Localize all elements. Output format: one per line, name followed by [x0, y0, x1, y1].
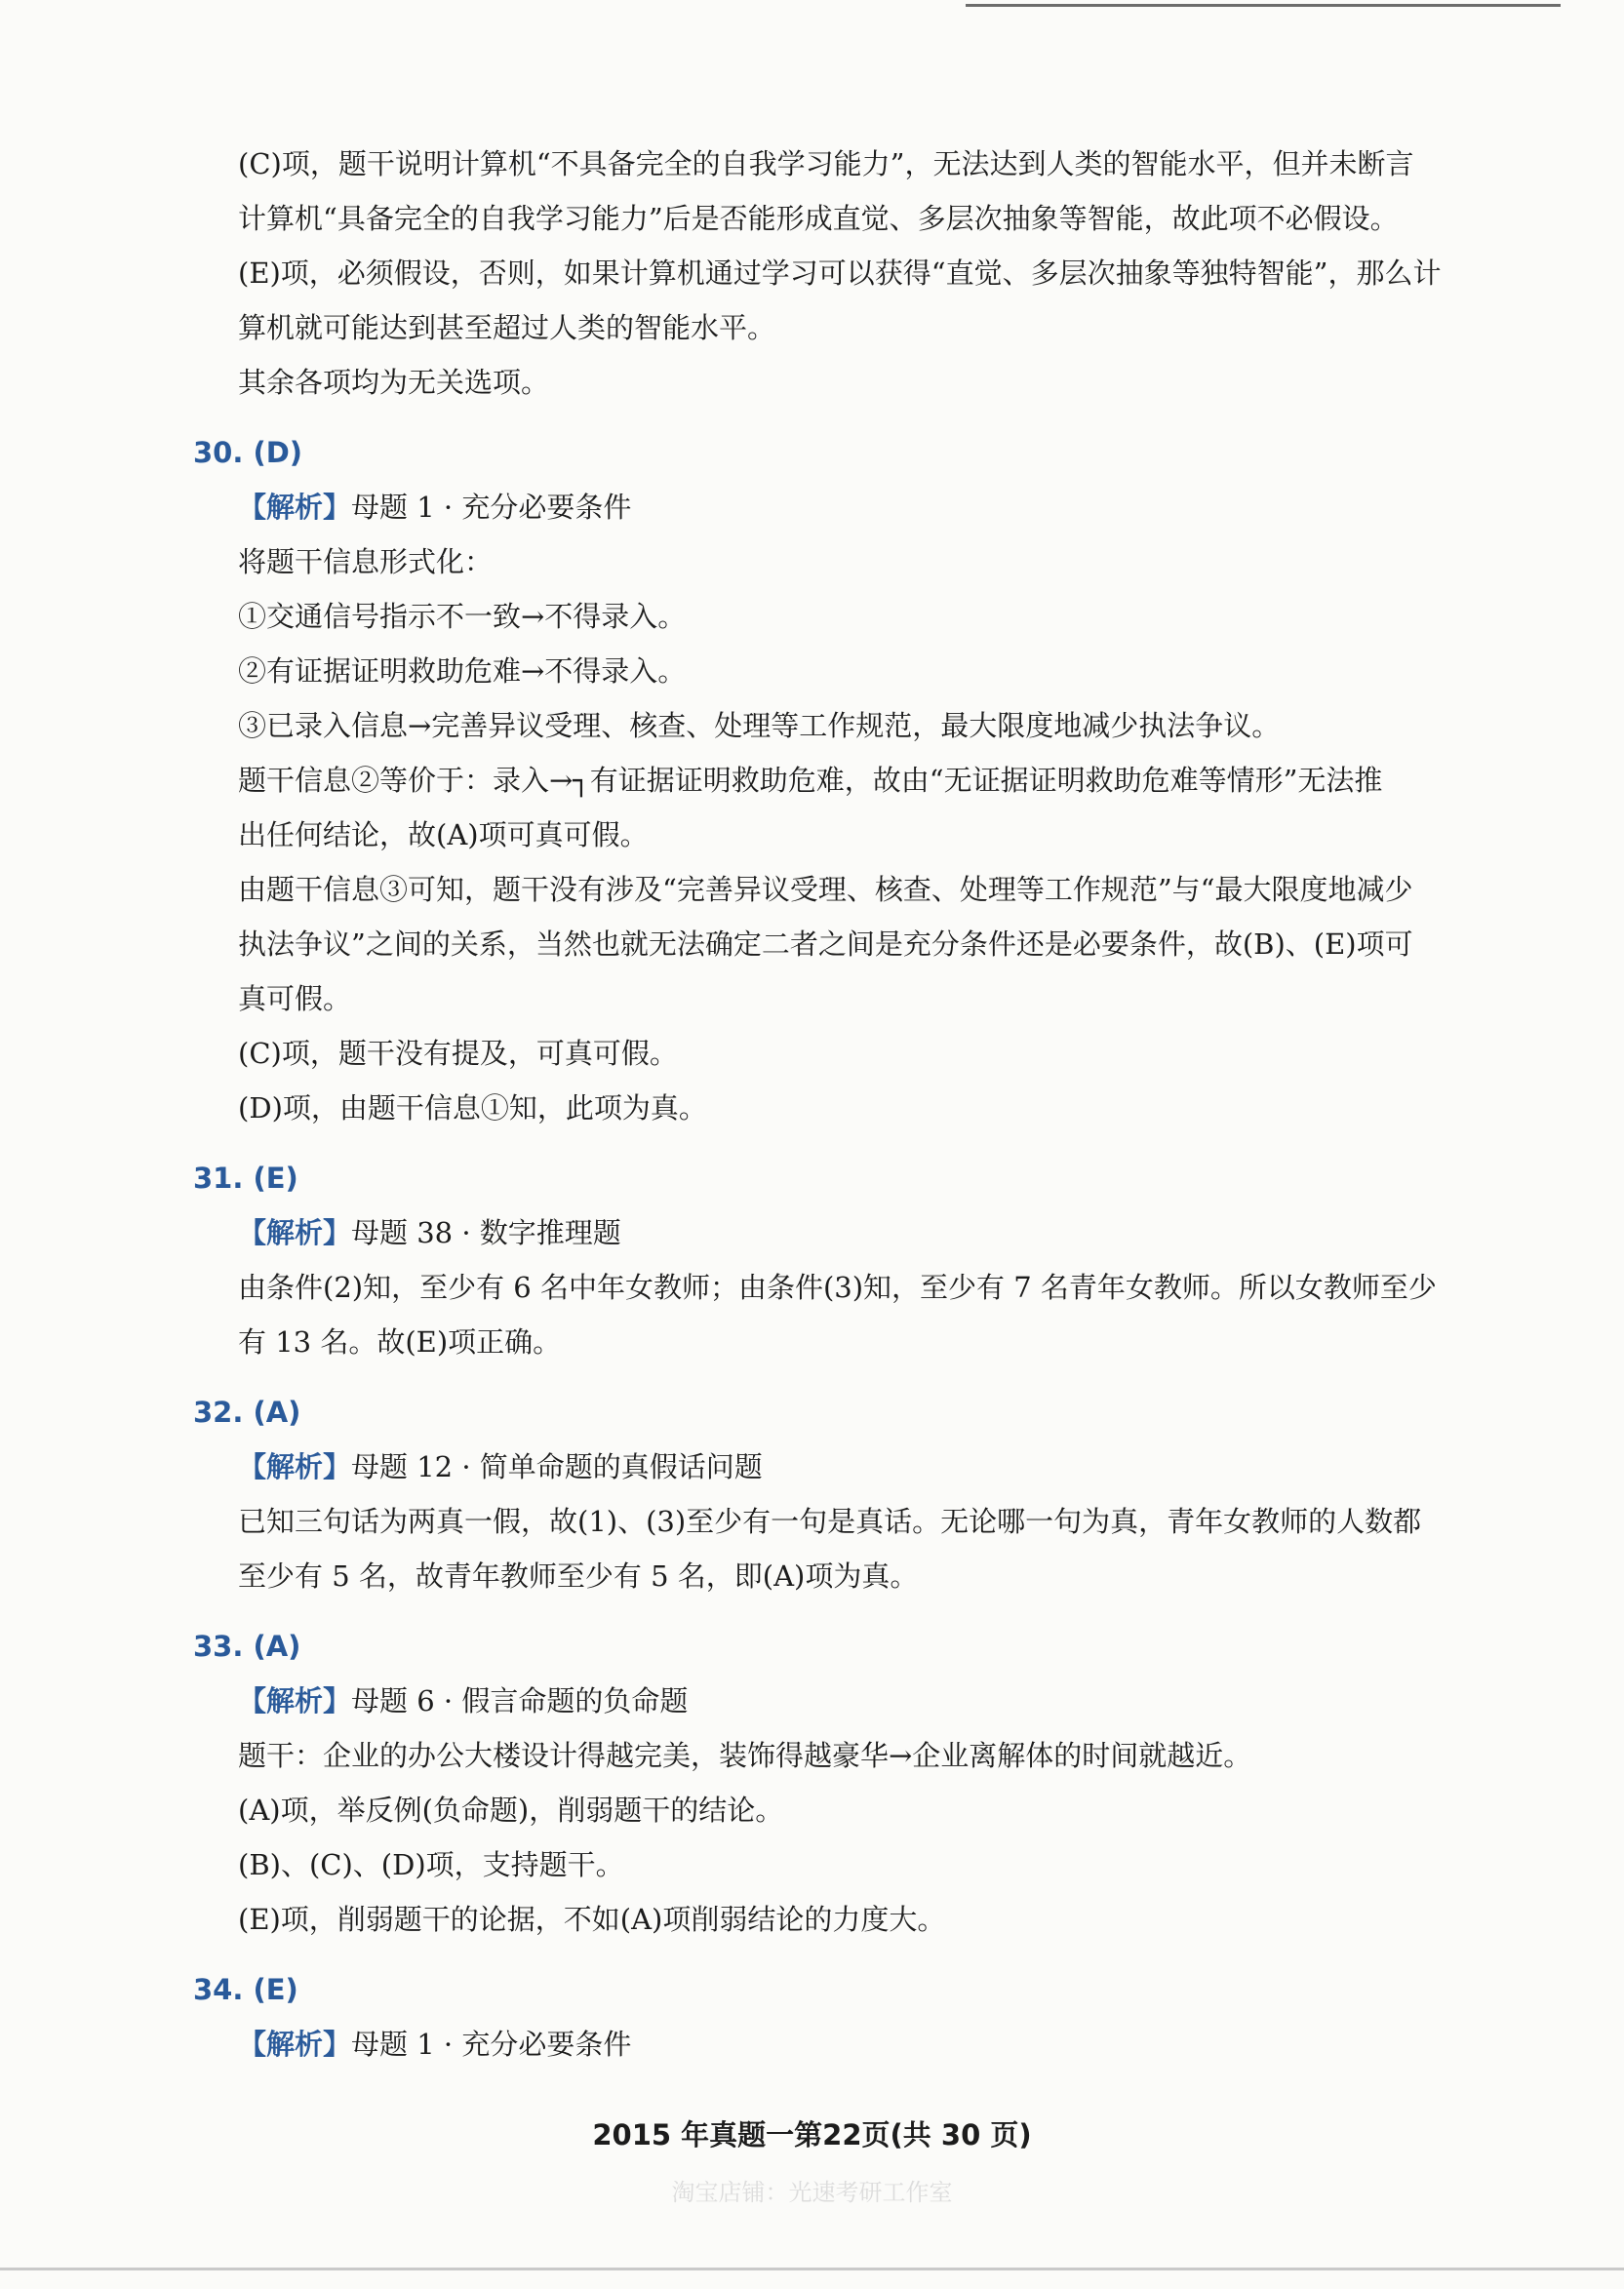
question-30: [193, 425, 1495, 1135]
analysis-line: [238, 1440, 1495, 1494]
analysis-topic: 母题 12 · 简单命题的真假话问题: [351, 1450, 763, 1483]
answer-line: 题干：企业的办公大楼设计得越完美，装饰得越豪华→企业离解体的时间就越近。: [238, 1739, 1252, 1772]
question-number: 34. (E): [193, 1973, 298, 2006]
bottom-rule: [0, 2268, 1624, 2270]
analysis-tag: 【解析】: [238, 1450, 352, 1483]
intro-line: 算机就可能达到甚至超过人类的智能水平。: [238, 311, 776, 344]
analysis-line: [238, 1205, 1495, 1260]
answer-line: 出任何结论，故(A)项可真可假。: [238, 818, 649, 851]
answer-line: 至少有 5 名，故青年教师至少有 5 名，即(A)项为真。: [238, 1559, 919, 1593]
analysis-tag: 【解析】: [238, 1684, 352, 1717]
analysis-tag: 【解析】: [238, 1216, 352, 1249]
answer-line: 真可假。: [238, 982, 352, 1015]
question-number: 33. (A): [193, 1630, 301, 1663]
question-number: 32. (A): [193, 1396, 301, 1429]
answer-line: ②有证据证明救助危难→不得录入。: [238, 654, 687, 688]
analysis-topic: 母题 1 · 充分必要条件: [351, 491, 632, 524]
answer-line: ③已录入信息→完善异议受理、核查、处理等工作规范，最大限度地减少执法争议。: [238, 709, 1281, 742]
intro-line: 计算机“具备完全的自我学习能力”后是否能形成直觉、多层次抽象等智能，故此项不必假设。: [238, 202, 1399, 235]
analysis-line: [238, 480, 1495, 534]
answer-line: (A)项，举反例(负命题)，削弱题干的结论。: [238, 1794, 784, 1827]
intro-line: (E)项，必须假设，否则，如果计算机通过学习可以获得“直觉、多层次抽象等独特智能”，那么计: [238, 257, 1442, 290]
question-number: 30. (D): [193, 436, 303, 469]
analysis-tag: 【解析】: [238, 2028, 352, 2061]
answer-line: (C)项，题干没有提及，可真可假。: [238, 1037, 678, 1070]
question-33: [193, 1619, 1495, 1947]
page-content: [193, 137, 1495, 2072]
question-number: 31. (E): [193, 1162, 298, 1195]
watermark: 淘宝店铺：光速考研工作室: [671, 2179, 953, 2206]
answer-line: 由条件(2)知，至少有 6 名中年女教师；由条件(3)知，至少有 7 名青年女教师。所以女教师至少: [238, 1271, 1437, 1304]
answer-line: (B)、(C)、(D)项，支持题干。: [238, 1848, 624, 1881]
answer-line: 有 13 名。故(E)项正确。: [238, 1325, 562, 1359]
analysis-line: [238, 2017, 1495, 2072]
analysis-topic: 母题 1 · 充分必要条件: [351, 2028, 632, 2061]
intro-line: (C)项，题干说明计算机“不具备完全的自我学习能力”，无法达到人类的智能水平，但并未断言: [238, 147, 1414, 180]
answer-line: 执法争议”之间的关系，当然也就无法确定二者之间是充分条件还是必要条件，故(B)、(E)项可: [238, 927, 1413, 961]
page-footer: 2015 年真题一第22页(共 30 页): [592, 2118, 1032, 2151]
question-31: [193, 1151, 1495, 1369]
question-32: [193, 1385, 1495, 1603]
analysis-topic: 母题 6 · 假言命题的负命题: [351, 1684, 689, 1717]
answer-line: ①交通信号指示不一致→不得录入。: [238, 600, 687, 633]
answer-line: 已知三句话为两真一假，故(1)、(3)至少有一句是真话。无论哪一句为真，青年女教师的人数都: [238, 1505, 1422, 1538]
top-rule: [966, 4, 1561, 7]
answer-line: (E)项，削弱题干的论据，不如(A)项削弱结论的力度大。: [238, 1903, 946, 1936]
answer-line: 题干信息②等价于：录入→┐有证据证明救助危难，故由“无证据证明救助危难等情形”无法推: [238, 764, 1383, 797]
analysis-topic: 母题 38 · 数字推理题: [351, 1216, 621, 1249]
answer-line: 将题干信息形式化：: [238, 545, 494, 578]
analysis-line: [238, 1674, 1495, 1728]
answer-line: 由题干信息③可知，题干没有涉及“完善异议受理、核查、处理等工作规范”与“最大限度地减少: [238, 873, 1413, 906]
question-34: [193, 1962, 1495, 2072]
answer-line: (D)项，由题干信息①知，此项为真。: [238, 1091, 707, 1125]
intro-line: 其余各项均为无关选项。: [238, 366, 550, 399]
analysis-tag: 【解析】: [238, 491, 352, 524]
